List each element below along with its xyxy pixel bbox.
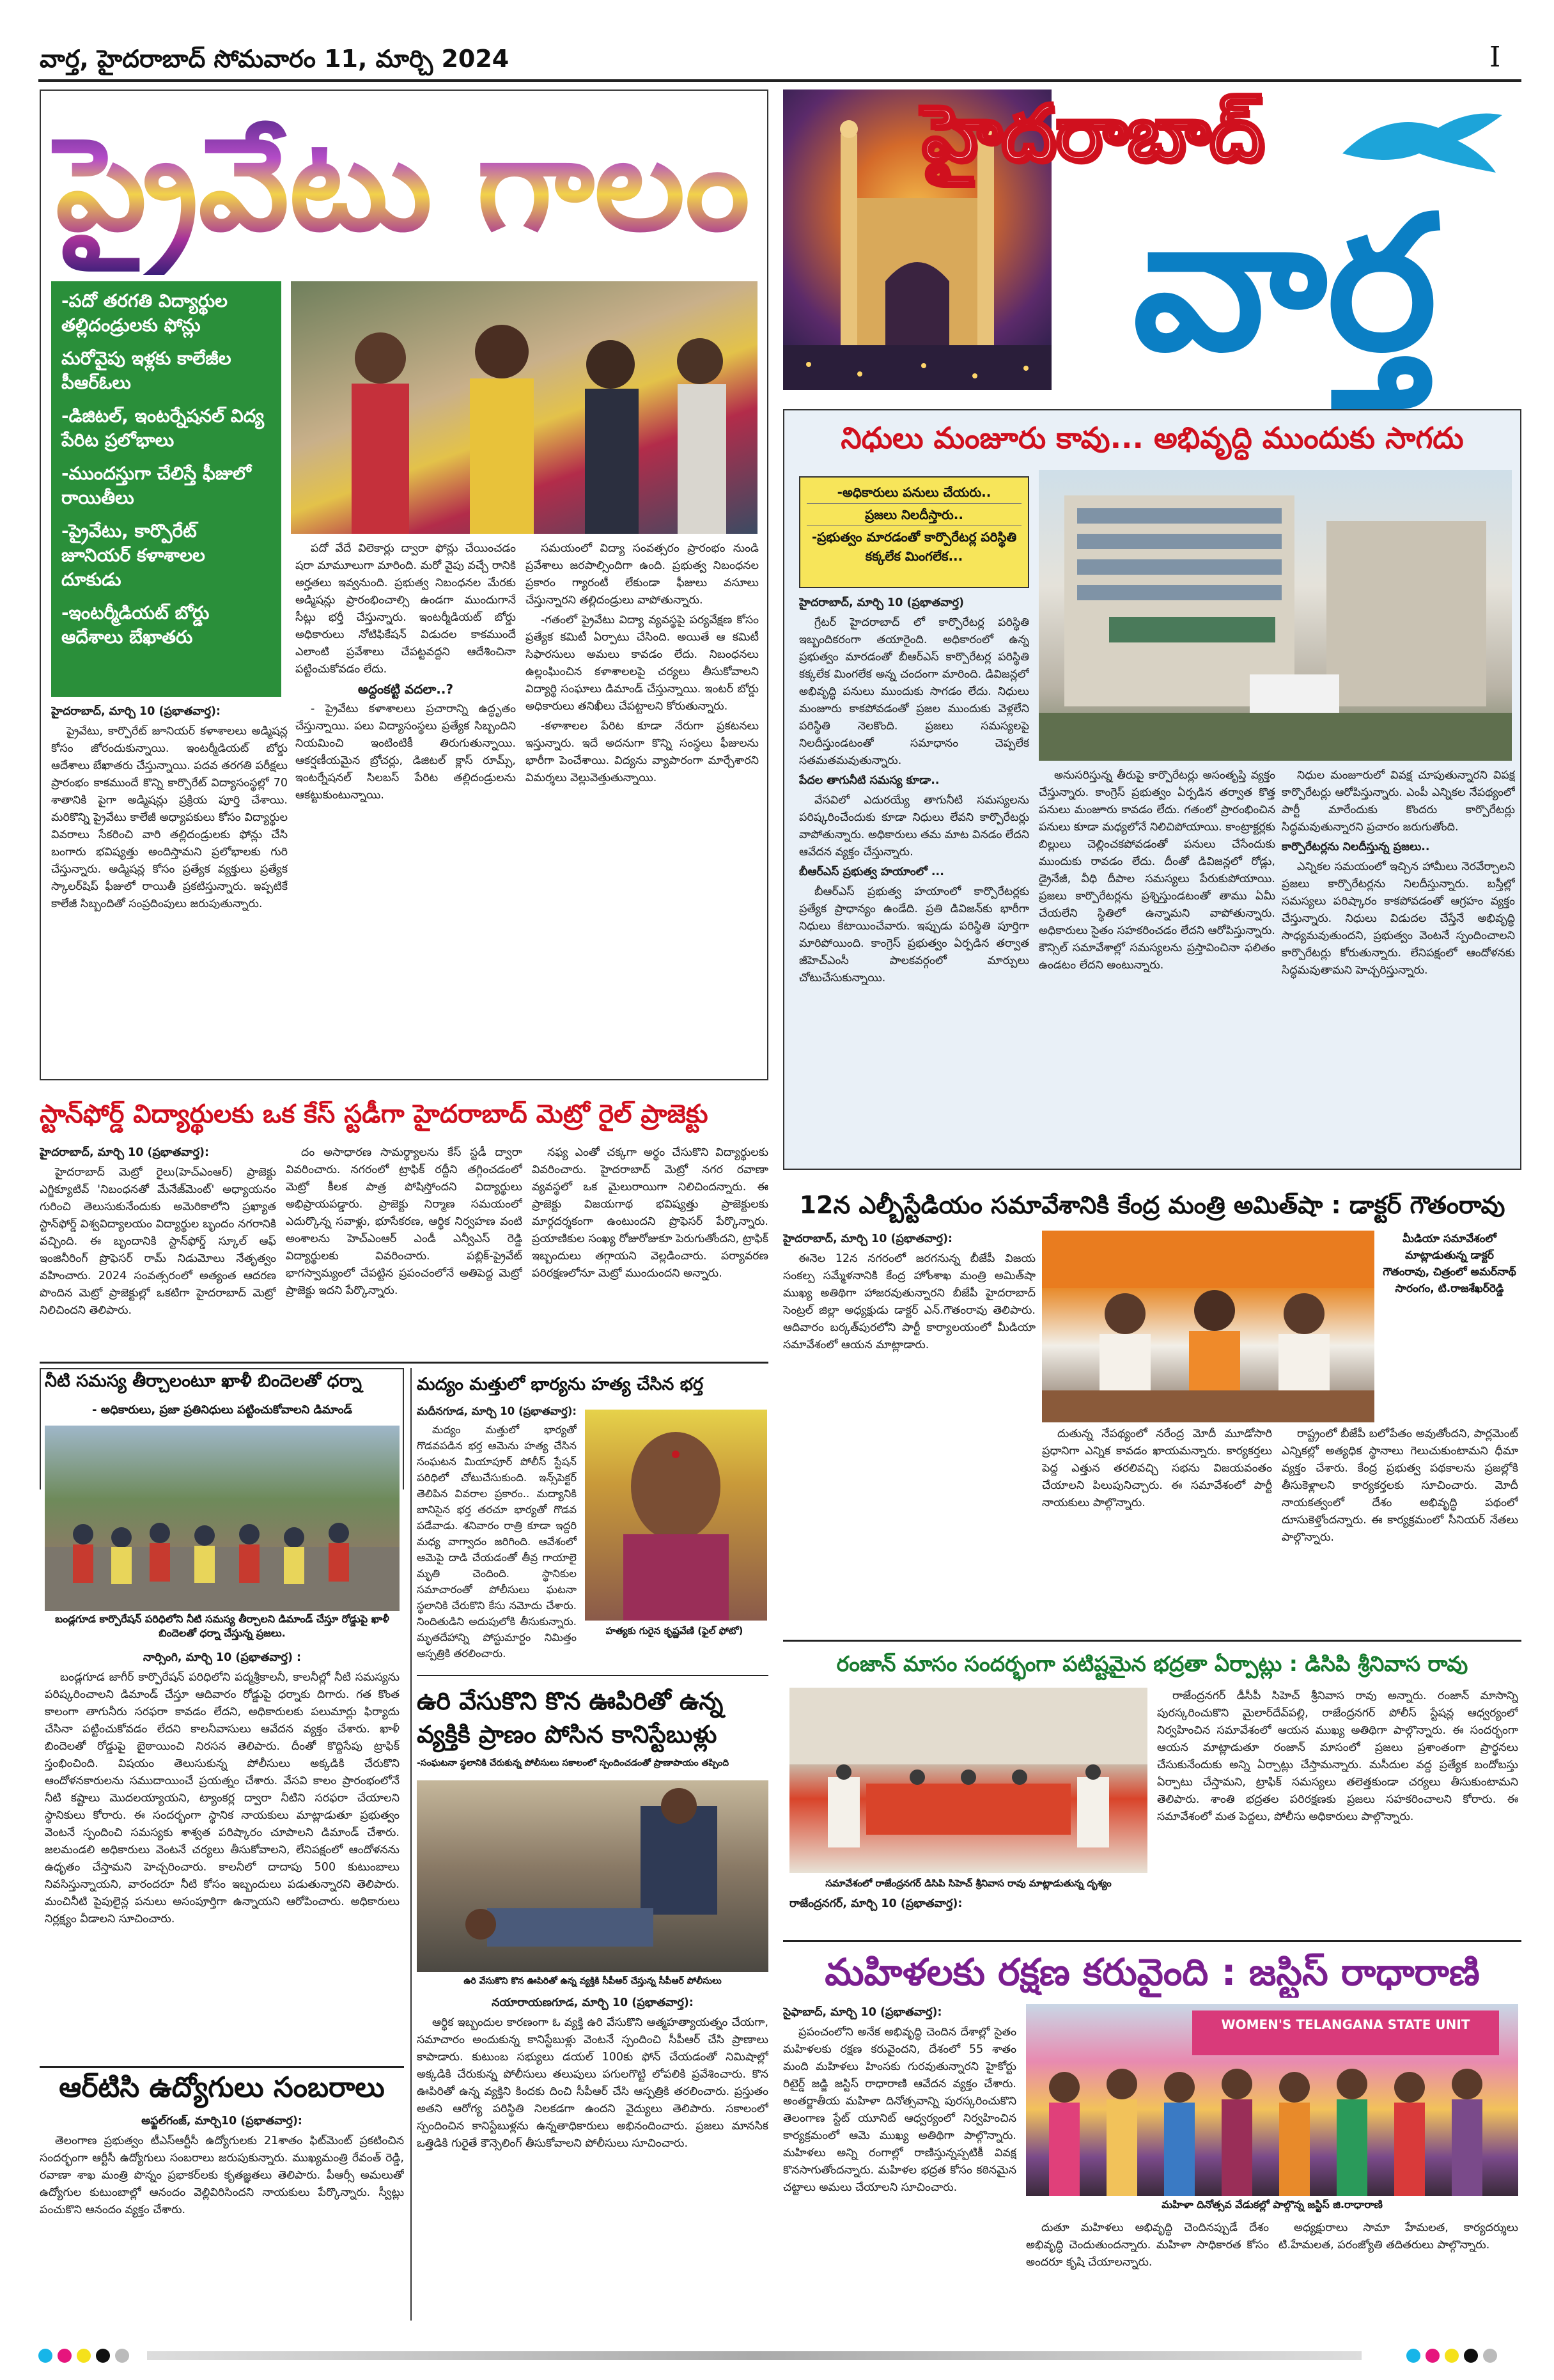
registration-dot — [1483, 2349, 1497, 2363]
funds-box-line: -అధికారులు పనులు చేయరు.. — [807, 481, 1022, 504]
amitshah-col-3 — [1282, 1426, 1518, 1637]
crowd-illustration — [45, 1426, 400, 1611]
section-divider — [783, 1940, 1521, 1942]
water-body — [45, 1649, 400, 2058]
funds-text: గ్రేటర్ హైదరాబాద్ లో కార్పొరేటర్ల పరిస్థితి ఇబ్బందికరంగా తయారైంది. అధికారంలో ఉన్న ప్రభుత్వం మారడంతో బీఆర్ఎస్ కార్పొరేటర్ల పరిస్థితి కక్కలేక మింగలేక అన్న చందంగా మారింది. డివిజన్లలో అభివృద్ధి పనులు ముందుకు సాగడం లేదు. నిధులు మంజూరు కాకపోవడంతో ప్రజల ముందుకు వెళ్లలేని పరిస్థితి నెలకొంది. ప్రజలు సమస్యలపై నిలదీస్తుండటంతో సమాధానం చెప్పలేక సతమతమవుతున్నారు. — [799, 616, 1029, 767]
murder-dateline: మదీనగూడ, మార్చి 10 (ప్రభాతవార్త): — [417, 1405, 577, 1417]
funds-text: వేసవిలో ఎదురయ్యే తాగునీటి సమస్యలను పరిష్కరించేందుకు కూడా నిధులు లేవని కార్పొరేటర్లు వాపోతున్నారు. అధికారులు తమ మాట వినడం లేదని ఆవేదన వ్యక్తం చేస్తున్నారు. — [799, 794, 1029, 859]
meeting-hall-illustration — [789, 1688, 1147, 1873]
funds-col-1 — [799, 595, 1029, 1163]
funds-box-line: -ప్రభుత్వం మారడంతో కార్పొరేటర్ల పరిస్థితి కక్కలేక మింగలేక... — [811, 529, 1017, 564]
section-title-small: హైదరాబాద్ — [922, 89, 1264, 178]
registration-dot — [115, 2349, 129, 2363]
funds-subhead: కార్పొరేటర్లను నిలదీస్తున్న ప్రజలు.. — [1282, 841, 1430, 853]
women-text: దుతూ మహిళలు అభివృద్ధి చెందినప్పుడే దేశం అభివృద్ధి చెందుతుందన్నారు. మహిళా సాధికారత కోసం అందరూ కృషి చేయాలన్నారు. — [1026, 2221, 1269, 2269]
funds-col-2 — [1039, 767, 1275, 1163]
funds-subhead: పేదల తాగునీటి సమస్య కూడా.. — [799, 774, 940, 787]
women-text: అధ్యక్షురాలు సామా హేమలత, కార్యదర్శులు టి.హేమలత, పరంజ్యోతి తదితరులు పాల్గొన్నారు. — [1278, 2221, 1518, 2252]
women-banner-text: WOMEN'S TELANGANA STATE UNIT — [1221, 2017, 1470, 2032]
funds-text: నిధుల మంజూరులో వివక్ష చూపుతున్నారని విపక్ష కార్పొరేటర్లు ఆరోపిస్తున్నారు. ఎంపీ ఎన్నికల నేపథ్యంలో పార్టీ మారేందుకు కొందరు కార్పొరేటర్లు సిద్ధమవుతున్నారని ప్రచారం జరుగుతోంది. — [1282, 769, 1515, 834]
women-col-1 — [783, 2004, 1016, 2317]
section-title-big: వార్త — [1133, 176, 1437, 392]
amitshah-dateline: హైదరాబాద్, మార్చి 10 (ప్రభాతవార్త): — [783, 1233, 953, 1245]
lead-bullet: -ముందస్తుగా చేలిస్తే ఫీజులో రాయితీలు — [61, 463, 251, 508]
press-meet-photo — [1042, 1231, 1374, 1422]
rtc-body — [40, 2113, 404, 2317]
amitshah-text: ఈనెల 12న నగరంలో జరగనున్న బీజేపీ విజయ సంకల్ప సమ్మేళనానికి కేంద్ర హోంశాఖ మంత్రి అమిత్‌షా ముఖ్య అతిథిగా హాజరవుతున్నారని బీజేపీ హైదరాబాద్ సెంట్రల్ జిల్లా అధ్యక్షుడు డాక్టర్ ఎన్.గౌతంరావు తెలిపారు. ఆదివారం బర్కత్‌పురలోని పార్టీ కార్యాలయంలో మీడియా సమావేశంలో ఆయన మాట్లాడారు. — [783, 1252, 1036, 1351]
ramzan-caption: సమావేశంలో రాజేంద్రనగర్ డిసిపి సిహెచ్ శ్రీనివాస రావు మాట్లాడుతున్న దృశ్యం — [825, 1878, 1112, 1889]
lead-col-2 — [295, 540, 516, 1074]
women-col-2 — [1026, 2220, 1269, 2315]
metro-dateline: హైదరాబాద్, మార్చి 10 (ప్రభాతవార్త): — [40, 1146, 210, 1159]
amitshah-col-1b — [783, 1458, 1036, 1637]
cpr-illustration — [417, 1780, 768, 1972]
metro-col-3 — [532, 1144, 768, 1355]
dove-icon — [1330, 102, 1509, 179]
lead-bullet: -డిజిటల్, ఇంటర్నేషనల్ విద్య పేరిట ప్రలోభాలు — [61, 405, 265, 451]
grey-strip — [147, 2351, 1362, 2360]
murder-caption: హత్యకు గురైన కృష్ణవేణి (ఫైల్ ఫోటో) — [605, 1625, 743, 1637]
lead-text: -కళాశాలల పేరిట కూడా నేరుగా ప్రకటనలు ఇస్తున్నారు. ఇదే అదనుగా కొన్ని సంస్థలు ఫీజులను భారీగా పెంచేశాయి. విద్యను వ్యాపారంగా మార్చేశారని విమర్శలు వెల్లువెత్తుతున్నాయి. — [525, 720, 759, 784]
masthead-rule — [38, 79, 1521, 82]
metro-col-2 — [286, 1144, 522, 1355]
page-number: I — [1489, 41, 1501, 74]
registration-dot — [1426, 2349, 1440, 2363]
amitshah-col-1 — [783, 1231, 1036, 1454]
ramzan-headline: రంజాన్ మాసం సందర్భంగా పటిష్టమైన భద్రతా ఏర్పాట్లు : డిసిపి శ్రీనివాస రావు — [836, 1651, 1468, 1676]
lead-bullet: మరోవైపు ఇళ్లకు కాలేజీల పీఆర్‌ఓలు — [61, 348, 231, 393]
funds-col-3 — [1282, 767, 1515, 1163]
amitshah-text: దుతున్న నేపథ్యంలో నరేంద్ర మోదీ మూడోసారి ప్రధానిగా ఎన్నిక కావడం ఖాయమన్నారు. కార్యకర్తలు పెద్ద ఎత్తున తరలివచ్చి సభను విజయవంతం చేయాలని పిలుపునిచ్చారు. ఈ సమావేశంలో పార్టీ నాయకులు పాల్గొన్నారు. — [1042, 1427, 1272, 1509]
registration-dot — [77, 2349, 91, 2363]
ramzan-dateline: రాజేంద్రనగర్, మార్చి 10 (ప్రభాతవార్త): — [789, 1897, 963, 1910]
water-subhead: - అధికారులు, ప్రజా ప్రతినిధులు పట్టించుకోవాలని డిమాండ్ — [92, 1403, 352, 1417]
funds-box-line: ప్రజలు నిలదీస్తారు.. — [807, 504, 1022, 526]
ramzan-dateline-block — [789, 1895, 1147, 1934]
portrait-illustration — [585, 1410, 767, 1621]
funds-highlight-box — [799, 476, 1029, 588]
women-caption: మహిళా దినోత్సవ వేడుకల్లో పాల్గొన్న జస్టిస్ జి.రాధారాణి — [1162, 2198, 1383, 2211]
rtc-headline: ఆర్‌టిసి ఉద్యోగులు సంబరాలు — [59, 2071, 385, 2104]
rescue-text: ఆర్థిక ఇబ్బందుల కారణంగా ఓ వ్యక్తి ఉరి వేసుకొని ఆత్మహత్యాయత్నం చేయగా, సమాచారం అందుకున్న కానిస్టేబుళ్లు వెంటనే స్పందించి సీపీఆర్ చేసి ప్రాణాలు కాపాడారు. కుటుంబ సభ్యులు డయల్ 100కు ఫోన్ చేయడంతో నిమిషాల్లో అక్కడికి చేరుకున్న పోలీసులు తలుపులు పగులగొట్టి లోపలికి ప్రవేశించారు. కొన ఊపిరితో ఉన్న వ్యక్తిని కిందకు దించి సీపీఆర్ చేసి ఆస్పత్రికి తరలించారు. ప్రస్తుతం అతని ఆరోగ్య పరిస్థితి నిలకడగా ఉందని వైద్యులు తెలిపారు. సకాలంలో స్పందించిన కానిస్టేబుళ్లను ఉన్నతాధికారులు అభినందించారు. ప్రజలు మానసిక ఒత్తిడికి గురైతే కౌన్సెలింగ్ తీసుకోవాలని పోలీసులు సూచించారు. — [417, 2016, 768, 2150]
lead-text: -గతంలో ప్రైవేటు విద్యా వ్యవస్థపై పర్యవేక్షణ కోసం ప్రత్యేక కమిటీ ఏర్పాటు చేసింది. అయితే ఆ కమిటీ సిఫారసులు అమలు కావడం లేదు. నిబంధనలు ఉల్లంఘించిన కళాశాలలపై చర్యలు తీసుకోవాలని విద్యార్థి సంఘాలు డిమాండ్ చేస్తున్నాయి. ఇంటర్ బోర్డు అధికారులు తనిఖీలు చేపట్టాలని కోరుతున్నారు. — [525, 614, 759, 713]
lead-bullet: -పదో తరగతి విద్యార్థుల తల్లిదండ్రులకు ఫోన్లు — [61, 290, 228, 336]
women-dateline: సైఫాబాద్, మార్చి 10 (ప్రభాతవార్త): — [783, 2006, 942, 2019]
dharna-photo — [45, 1426, 400, 1611]
water-dateline: నార్సింగి, మార్చి 10 (ప్రభాతవార్త) : — [143, 1651, 302, 1664]
metro-text: నఫ్య ఎంతో చక్కగా అర్థం చేసుకొని విద్యార్థులకు వివరించారు. హైదరాబాద్ మెట్రో నగర రవాణా వ్యవస్థలో ఒక మైలురాయిగా నిలిచిందన్నారు. ఈ ప్రాజెక్టు విజయగాథ భవిష్యత్తు ప్రాజెక్టులకు మార్గదర్శకంగా ఉంటుందని ప్రొఫెసర్ పేర్కొన్నారు. ప్రయాణికుల సంఖ్య రోజురోజుకూ పెరుగుతోందని, ట్రాఫిక్ ఇబ్బందులు తగ్గాయని వెల్లడించారు. పర్యావరణ పరిరక్షణలోనూ మెట్రో ముందుందని అన్నారు. — [532, 1146, 768, 1280]
registration-dot — [58, 2349, 72, 2363]
registration-dot — [1406, 2349, 1420, 2363]
women-event-photo — [1026, 2004, 1518, 2196]
rtc-text: తెలంగాణ ప్రభుత్వం టీఎస్ఆర్టీసీ ఉద్యోగులకు 21శాతం ఫిట్‌మెంట్ ప్రకటించిన సందర్భంగా ఆర్టీసీ ఉద్యోగులు సంబరాలు జరుపుకున్నారు. ముఖ్యమంత్రి రేవంత్ రెడ్డి, రవాణా శాఖ మంత్రి పొన్నం ప్రభాకర్‌లకు కృతజ్ఞతలు తెలిపారు. పీఆర్సీ అమలుతో ఉద్యోగుల కుటుంబాల్లో ఆనందం వెల్లివిరిసిందని నాయకులు పేర్కొన్నారు. స్వీట్లు పంచుకొని ఆనందం వ్యక్తం చేశారు. — [40, 2135, 404, 2216]
section-divider — [40, 2066, 404, 2068]
funds-dateline: హైదరాబాద్, మార్చి 10 (ప్రభాతవార్త) — [799, 596, 965, 609]
ghmc-building-photo — [1039, 470, 1512, 761]
section-divider — [40, 1362, 768, 1364]
lead-text: సమయంలో విద్యా సంవత్సరం ప్రారంభం నుండి ప్రవేశాలు జరపాల్సిందిగా ఉంది. ప్రభుత్వ నిబంధనల ప్రకారం గ్యారంటీ లేకుండా ఫీజులు వసూలు చేస్తున్నారని తల్లిదండ్రులు వాపోతున్నారు. — [525, 542, 759, 607]
amitshah-headline: 12న ఎల్బీస్టేడియం సమావేశానికి కేంద్ర మంత్రి అమిత్‌షా : డాక్టర్ గౌతంరావు — [799, 1191, 1505, 1219]
press-meet-illustration — [1042, 1231, 1374, 1422]
women-col-3 — [1278, 2220, 1518, 2315]
water-caption: బండ్లగూడ కార్పొరేషన్ పరిధిలోని నీటి సమస్య తీర్చాలని డిమాండ్ చేస్తూ రోడ్డుపై ఖాళీ బిందెలతో ధర్నా చేస్తున్న ప్రజలు. — [55, 1613, 389, 1639]
paper-date-line: వార్త, హైదరాబాద్ సోమవారం 11, మార్చి 2024 — [40, 45, 509, 73]
column-divider — [410, 1368, 412, 2321]
metro-col-1 — [40, 1144, 276, 1355]
lead-headline: ప్రైవేటు గాలం — [51, 96, 754, 275]
lead-col-3 — [525, 540, 759, 1074]
lead-col-1 — [51, 703, 288, 1074]
building-illustration — [1039, 470, 1512, 761]
lead-text: ప్రైవేటు, కార్పొరేట్ జూనియర్ కళాశాలలు అడ్మిషన్ల కోసం జోరందుకున్నాయి. ఇంటర్మీడియట్ బోర్డు ఆదేశాలు బేఖాతరు చేస్తున్నాయి. పదవ తరగతి పరీక్షలు ప్రారంభం కాకముందే కొన్ని కార్పొరేట్ విద్యాసంస్థల్లో 70 శాతానికి పైగా అడ్మిషన్లు ప్రక్రియ పూర్తి చేశాయి. మరికొన్ని ప్రైవేటు కాలేజీ అధ్యాపకులు కోసం విద్యార్థుల వివరాలు సేకరించి వారి తల్లిదండ్రులకు ఫోన్లు చేసి బంగారు భవిష్యత్తు అందిస్తామని ప్రలోభాలకు గురి చేస్తున్నారు. అడ్మిషన్ల కోసం ప్రత్యేక వ్యక్తులు ప్రత్యేక స్కాలర్‌షిప్ ఫీజులో రాయితీ ప్రకటిస్తున్నారు. ఇప్పటికే కాలేజీ సిబ్బందితో సంప్రదింపులు జరుపుతున్నారు. — [51, 725, 288, 910]
ramzan-body — [1157, 1688, 1518, 1934]
funds-text: బీఆర్ఎస్ ప్రభుత్వ హయాంలో కార్పొరేటర్లకు ప్రత్యేక ప్రాధాన్యం ఉండేది. ప్రతి డివిజన్‌కు భారీగా నిధులు కేటాయించేవారు. ఇప్పుడు పరిస్థితి పూర్తిగా మారిపోయింది. కాంగ్రెస్ ప్రభుత్వం ఏర్పడిన తర్వాత జీహెచ్ఎంసీ పాలకవర్గంలో మార్పులు చోటుచేసుకున్నాయి. — [799, 885, 1029, 984]
registration-dot — [96, 2349, 110, 2363]
rtc-dateline: అఫ్జల్‌గంజ్, మార్చి10 (ప్రభాతవార్త): — [141, 2115, 302, 2127]
amitshah-text: రాష్ట్రంలో బీజేపీ బలోపేతం అవుతోందని, పార్లమెంట్ ఎన్నికల్లో అత్యధిక స్థానాలు గెలుచుకుంటామని ధీమా వ్యక్తం చేశారు. కేంద్ర ప్రభుత్వ పథకాలను ప్రజల్లోకి తీసుకెళ్లాలని కార్యకర్తలకు సూచించారు. మోదీ నాయకత్వంలో దేశం అభివృద్ధి పథంలో దూసుకెళ్తోందన్నారు. ఈ కార్యక్రమంలో సీనియర్ నేతలు పాల్గొన్నారు. — [1282, 1427, 1518, 1544]
registration-dot — [1464, 2349, 1478, 2363]
water-text: బండ్లగూడ జాగీర్ కార్పొరేషన్ పరిధిలోని పద్మశ్రీకాలనీ, కాలనీల్లో నీటి సమస్యను పరిష్కరించాలని డిమాండ్ చేస్తూ ఆదివారం రోడ్డుపై ధర్నాకు దిగారు. గత కొంత కాలంగా తాగునీరు సరఫరా కావడం లేదని, అధికారులకు పలుమార్లు ఫిర్యాదు చేసినా పట్టించుకోవడం లేదని కాలనీవాసులు ఆవేదన వ్యక్తం చేశారు. ఖాళీ బిందెలతో రోడ్డుపై బైఠాయించి నిరసన తెలిపారు. దీంతో కొద్దిసేపు ట్రాఫిక్ స్తంభించింది. విషయం తెలుసుకున్న పోలీసులు అక్కడికి చేరుకొని ఆందోళనకారులను సముదాయించే ప్రయత్నం చేశారు. వేసవి కాలం ప్రారంభంలోనే నీటి కష్టాలు మొదలయ్యాయని, ట్యాంకర్ల ద్వారా నీటిని సరఫరా చేయాలని స్థానికులు కోరారు. ఈ సందర్భంగా స్థానిక నాయకులు మాట్లాడుతూ ప్రభుత్వం వెంటనే స్పందించి సమస్యకు శాశ్వత పరిష్కారం చూపాలని డిమాండ్ చేశారు. జలమండలి అధికారులు వెంటనే చర్యలు తీసుకోవాలని, లేనిపక్షంలో ఆందోళనను ఉధృతం చేస్తామని హెచ్చరించారు. కాలనీలో దాదాపు 500 కుటుంబాలు నివసిస్తున్నాయని, వారందరూ నీటి కోసం ఇబ్బందులు పడుతున్నారని తెలిపారు. మంచినీటి పైపులైన్ల పనులు అసంపూర్తిగా ఉన్నాయని ఆరోపించారు. అధికారులు నిర్లక్ష్యం వీడాలని సూచించారు. — [45, 1671, 400, 1925]
lead-bullet-box — [51, 281, 281, 697]
registration-dot — [1445, 2349, 1459, 2363]
funds-headline: నిధులు మంజూరు కావు... అభివృద్ధి ముందుకు సాగదు — [841, 421, 1464, 455]
registration-bar — [0, 2340, 1554, 2372]
rescue-caption: ఉరి వేసుకొని కొన ఊపిరితో ఉన్న వ్యక్తికి సీపీఆర్ చేస్తున్న సీపీఆర్ పోలీసులు — [463, 1976, 722, 1986]
rescue-dateline: నయారాయణగూడ, మార్చి 10 (ప్రభాతవార్త): — [492, 1996, 694, 2009]
lead-text: - ప్రైవేటు కళాశాలలు ప్రచారాన్ని ఉద్ధృతం చేస్తున్నాయి. పలు విద్యాసంస్థలు ప్రత్యేక సిబ్బందిని నియమించి ఇంటింటికీ తిరుగుతున్నాయి. ఆకర్షణీయమైన బ్రోచర్లు, డిజిటల్ క్లాస్ రూమ్స్, ఇంటర్నేషనల్ సిలబస్ పేరిట తల్లిదండ్రులను ఆకట్టుకుంటున్నాయి. — [295, 703, 516, 802]
funds-text: అనుసరిస్తున్న తీరుపై కార్పొరేటర్లు అసంతృప్తి వ్యక్తం చేస్తున్నారు. కాంగ్రెస్ ప్రభుత్వం ఏర్పడిన తర్వాత కొత్త పనులు మంజూరు కావడం లేదు. గతంలో ప్రారంభించిన పనులు కూడా మధ్యలోనే నిలిచిపోయాయి. కాంట్రాక్టర్లకు బిల్లులు చెల్లించకపోవడంతో పనులు చేసేందుకు ముందుకు రావడం లేదు. దీంతో డివిజన్లలో రోడ్లు, డ్రైనేజీ, వీధి దీపాల సమస్యలు పేరుకుపోయాయి. ప్రజలు కార్పొరేటర్లను ప్రశ్నిస్తుండటంతో తాము ఏమీ చేయలేని స్థితిలో ఉన్నామని వాపోతున్నారు. అధికారులు సైతం సహకరించడం లేదని ఆరోపిస్తున్నారు. కౌన్సిల్ సమావేశాల్లో సమస్యలను ప్రస్తావించినా ఫలితం ఉండటం లేదని అంటున్నారు. — [1039, 769, 1275, 972]
ramzan-meeting-photo — [789, 1688, 1147, 1873]
funds-subhead: బీఆర్ఎస్ ప్రభుత్వ హయాంలో ... — [799, 866, 944, 878]
metro-headline: స్టాన్‌ఫోర్డ్ విద్యార్థులకు ఒక కేస్ స్టడీగా హైదరాబాద్ మెట్రో రైల్ ప్రాజెక్టు — [40, 1100, 708, 1129]
victim-photo — [585, 1410, 767, 1621]
funds-text: ఎన్నికల సమయంలో ఇచ్చిన హామీలు నెరవేర్చాలని ప్రజలు కార్పొరేటర్లను నిలదీస్తున్నారు. బస్తీల్లో సమస్యలు పరిష్కారం కాకపోవడంతో ఆగ్రహం వ్యక్తం చేస్తున్నారు. నిధులు విడుదల చేస్తేనే అభివృద్ధి సాధ్యమవుతుందని, ప్రభుత్వం వెంటనే స్పందించాలని కార్పొరేటర్లు కోరుతున్నారు. లేనిపక్షంలో ఆందోళనకు సిద్ధమవుతామని హెచ్చరిస్తున్నారు. — [1282, 860, 1515, 977]
lead-bullet: -ప్రైవేటు, కార్పొరేట్ జూనియర్ కళాశాలల దూకుడు — [61, 520, 205, 590]
murder-headline: మద్యం మత్తులో భార్యను హత్య చేసిన భర్త — [417, 1374, 704, 1394]
rescue-photo — [417, 1780, 768, 1972]
registration-dot — [38, 2349, 52, 2363]
rescue-body — [417, 1995, 768, 2314]
students-photo — [291, 281, 758, 534]
murder-body — [417, 1403, 577, 1672]
rescue-headline: ఉరి వేసుకొని కొన ఊపిరితో ఉన్న వ్యక్తికి ప్రాణం పోసిన కానిస్టేబుళ్లు — [417, 1687, 724, 1748]
murder-text: మద్యం మత్తులో భార్యతో గొడవపడిన భర్త ఆమెను హత్య చేసిన సంఘటన మియాపూర్ పోలీస్ స్టేషన్ పరిధిలో చోటుచేసుకుంది. ఇన్స్‌పెక్టర్ తెలిపిన వివరాల ప్రకారం.. మద్యానికి బానిసైన భర్త తరచూ భార్యతో గొడవ పడేవాడు. శనివారం రాత్రి కూడా ఇద్దరి మధ్య వాగ్వాదం జరిగింది. ఆవేశంలో ఆమెపై దాడి చేయడంతో తీవ్ర గాయాలై మృతి చెందింది. స్థానికుల సమాచారంతో పోలీసులు ఘటనా స్థలానికి చేరుకొని కేసు నమోదు చేశారు. నిందితుడిని అదుపులోకి తీసుకున్నారు. మృతదేహాన్ని పోస్టుమార్టం నిమిత్తం ఆస్పత్రికి తరలించారు. — [417, 1424, 577, 1660]
women-text: ప్రపంచంలోని అనేక అభివృద్ధి చెందిన దేశాల్లో సైతం మహిళలకు రక్షణ కరువైందని, దేశంలో 55 శాతం మంది మహిళలు హింసకు గురవుతున్నారని హైకోర్టు రిటైర్డ్ జడ్జి జస్టిస్ రాధారాణి ఆవేదన వ్యక్తం చేశారు. అంతర్జాతీయ మహిళా దినోత్సవాన్ని పురస్కరించుకొని తెలంగాణ స్టేట్ యూనిట్ ఆధ్వర్యంలో నిర్వహించిన కార్యక్రమంలో ఆమె ముఖ్య అతిథిగా పాల్గొన్నారు. మహిళలు అన్ని రంగాల్లో రాణిస్తున్నప్పటికీ వివక్ష కొనసాగుతోందన్నారు. మహిళల భద్రత కోసం కఠినమైన చట్టాలు అమలు చేయాలని సూచించారు. — [783, 2026, 1016, 2194]
lead-bullet: -ఇంటర్మీడియట్ బోర్డు ఆదేశాలు బేఖాతరు — [61, 602, 210, 648]
water-headline: నీటి సమస్య తీర్చాలంటూ ఖాళీ బిందెలతో ధర్నా — [45, 1371, 362, 1391]
lead-text: పదో వేదే విలెకార్లు ద్వారా ఫోన్లు చేయించడం షరా మామూలుగా మారింది. మరో వైపు వచ్చే రానికి అర్హతలు ఇవ్వనుంది. ప్రభుత్వ నిబంధనల మేరకు అడ్మిషన్లు ప్రారంభించాల్సి ఉండగా ముందుగానే సీట్లు భర్తీ చేస్తున్నారు. ఇంటర్మీడియట్ బోర్డు అధికారులు నోటిఫికేషన్ విడుదల కాకముందే ఎలాంటి ప్రవేశాలు చేపట్టవద్దని ఆదేశించినా పట్టించుకోవడం లేదు. — [295, 542, 516, 676]
dove-logo — [1330, 102, 1509, 179]
lead-dateline: హైదరాబాద్, మార్చి 10 (ప్రభాతవార్త): — [51, 705, 221, 718]
metro-text: హైదరాబాద్ మెట్రో రైలు(హెచ్ఎంఆర్) ప్రాజెక్టు ఎగ్జిక్యూటివ్ 'నిబంధనతో మేనేజ్‌మెంట్' అధ్యాయనం గురించి తెలుసుకునేందుకు అమెరికాలోని ప్రఖ్యాత స్టాన్‌ఫోర్డ్ విశ్వవిద్యాలయం విద్యార్థుల బృందం నగరానికి వచ్చింది. ఈ బృందానికి స్టాన్‌ఫోర్డ్ స్కూల్ ఆఫ్ ఇంజినీరింగ్ ప్రొఫెసర్ రామ్ నిడుమోలు నేతృత్వం వహించారు. 2024 సంవత్సరంలో అత్యంత ఆదరణ పొందిన మెట్రో ప్రాజెక్టుల్లో ఒకటిగా హైదరాబాద్ మెట్రో నిలిచిందని తెలిపారు. — [40, 1166, 276, 1317]
women-headline: మహిళలకు రక్షణ కరువైంది : జస్టిస్ రాధారాణి — [825, 1950, 1480, 1994]
section-divider — [417, 1675, 768, 1676]
students-illustration — [291, 281, 758, 534]
section-divider — [783, 1640, 1521, 1642]
metro-text: దం అసాధారణ సామర్థ్యాలను కేస్ స్టడీ ద్వారా వివరించారు. నగరంలో ట్రాఫిక్ రద్దీని తగ్గించడంలో మెట్రో కీలక పాత్ర పోషిస్తోందని విద్యార్థులు అభిప్రాయపడ్డారు. ప్రాజెక్టు నిర్మాణ సమయంలో ఎదుర్కొన్న సవాళ్లు, భూసేకరణ, ఆర్థిక నిర్వహణ వంటి అంశాలను హెచ్ఎంఆర్ ఎండీ ఎన్వీఎస్ రెడ్డి విద్యార్థులకు వివరించారు. పబ్లిక్-ప్రైవేట్ భాగస్వామ్యంలో చేపట్టిన ప్రపంచంలోనే అతిపెద్ద మెట్రో ప్రాజెక్టు ఇదని పేర్కొన్నారు. — [286, 1146, 522, 1297]
rescue-subhead: -సంఘటనా స్థలానికి చేరుకున్న పోలీసులు సకాలంలో స్పందించడంతో ప్రాణాపాయం తప్పింది — [417, 1758, 729, 1768]
amitshah-col-2 — [1042, 1426, 1272, 1637]
lead-subhead: అద్దంకట్టి వదలా..? — [357, 681, 454, 697]
ramzan-text: రాజేంద్రనగర్ డీసీపీ సిహెచ్ శ్రీనివాస రావు అన్నారు. రంజాన్ మాసాన్ని పురస్కరించుకొని మైలార్‌దేవ్‌పల్లి, రాజేంద్రనగర్ పోలీస్ స్టేషన్ల ఆధ్వర్యంలో నిర్వహించిన సమావేశంలో ఆయన ముఖ్య అతిథిగా పాల్గొన్నారు. ఈ సందర్భంగా ఆయన మాట్లాడుతూ రంజాన్ మాసంలో ప్రజలు ప్రశాంతంగా ప్రార్థనలు చేసుకునేందుకు అన్ని ఏర్పాట్లు చేస్తామన్నారు. మసీదుల వద్ద ప్రత్యేక బందోబస్తు ఏర్పాటు చేస్తామని, ట్రాఫిక్ సమస్యలు తలెత్తకుండా చర్యలు తీసుకుంటామని తెలిపారు. శాంతి భద్రతల పరిరక్షణకు ప్రజలు సహకరించాలని కోరారు. ఈ సమావేశంలో మత పెద్దలు, పోలీసు అధికారులు పాల్గొన్నారు. — [1157, 1690, 1518, 1823]
amitshah-photo-caption: మీడియా సమావేశంలో మాట్లాడుతున్న డాక్టర్ గౌతంరావు, చిత్రంలో అమర్‌నాథ్ సారంగం, టి.రాజశేఖర్‌రెడ్డి — [1383, 1233, 1516, 1295]
